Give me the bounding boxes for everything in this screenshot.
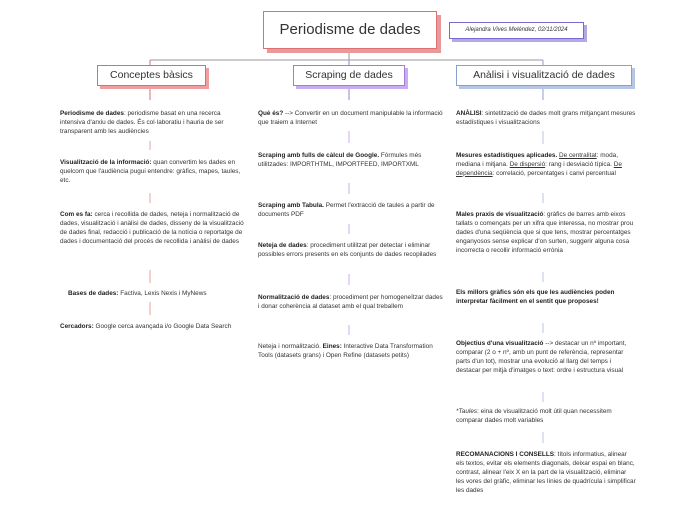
- branch-scraping-de-dades[interactable]: Scraping de dades: [293, 65, 405, 86]
- note-visualitzacio-informacio[interactable]: Visualització de la informació: quan convertim les dades en quelcom que l'audiència pugui entendre: gràfics, mapes, taules, etc.: [60, 159, 241, 184]
- central-topic[interactable]: [263, 11, 437, 49]
- note-periodisme-de-dades[interactable]: Periodisme de dades: periodisme basat en una recerca intensiva d'arxiu de dades. És col·laboratiu i hauria de ser transparent amb les audiències: [60, 110, 224, 135]
- note-com-es-fa[interactable]: Com es fa: cerca i recollida de dades, neteja i normalització de dades, visualització i anàlisi de dades, disseny de la visualització de dades final, redacció i publicació de la notícia o reportatge de dades i documentació del procés de recollida i anàlisi de dades: [60, 211, 244, 245]
- central-topic-title: Periodisme de dades: [279, 21, 421, 38]
- note-bases-de-dades[interactable]: Bases de dades: Factiva, Lexis Nexis i MyNews: [68, 290, 207, 297]
- note-scraping-tabula[interactable]: Scraping amb Tabula. Permet l'extracció de taules a partir de documents PDF: [258, 202, 435, 218]
- note-males-praxis[interactable]: Males praxis de visualització: gràfics de barres amb eixos tallats o començats per un xifra que interessa, no mostrar prou dades d'una seqüència que si que tens, mostrar percentatges enganyosos sense explicar d'on surten, suggerir alguna cosa incorrecta o recollir informació errònia: [456, 211, 634, 254]
- branch-analisi-visualitzacio[interactable]: Anàlisi i visualització de dades: [456, 65, 632, 86]
- note-cercadors[interactable]: Cercadors: Google cerca avançada i/o Google Data Search: [60, 323, 232, 330]
- author-note[interactable]: Alejandra Vives Meléndez, 02/11/2024: [449, 22, 584, 39]
- note-millors-grafics[interactable]: Els millors gràfics són els que les audiències poden interpretar fàcilment en el sentit que proposes!: [456, 289, 615, 305]
- note-taules[interactable]: *Taules: eina de visualització molt útil quan necessitem comparar dades molt variables: [456, 408, 612, 424]
- note-recomanacions[interactable]: RECOMANACIONS I CONSELLS: títols informatius, alinear els textos, evitar els elements diagonals, deixar espai en blanc, contrast, alinear l'eix X en la part de la visualització, eliminar les vores del gràfic, eliminar les línies de quadrícula i simplificar les dades: [456, 451, 636, 494]
- note-objectius-visualitzacio[interactable]: Objectius d'una visualització --> destacar un nº important, comparar (2 o + nº, amb un punt de referència, representar parts d'un tot), mostrar una evolució al llarg del temps i destacar per mitjà d'imatges o text: ordre i estructura visual: [456, 340, 627, 374]
- branch-conceptes-basics[interactable]: Conceptes bàsics: [97, 65, 206, 86]
- note-analisi[interactable]: ANÀLISI: sintetització de dades molt grans mitjançant mesures estadístiques i visualitzacions: [456, 110, 636, 126]
- note-neteja-de-dades[interactable]: Neteja de dades: procediment utilitzat per detectar i eliminar possibles errors presents en els conjunts de dades recopilades: [258, 242, 437, 258]
- note-mesures-estadistiques[interactable]: Mesures estadístiques aplicades. De centralitat: moda, mediana i mitjana. De dispersió: rang i desviació típica. De dependència: correlació, percentatges i canvi percentual: [456, 152, 622, 177]
- note-normalitzacio[interactable]: Normalització de dades: procediment per homogeneïtzar dades i donar coherència al dataset amb el qual treballem: [258, 294, 443, 310]
- note-eines[interactable]: Neteja i normalització. Eines: Interactive Data Transformation Tools (datasets grans) i Open Refine (datasets petits): [258, 343, 433, 359]
- note-que-es[interactable]: Què és? --> Convertir en un document manipulable la informació que traiem a Internet: [258, 110, 443, 126]
- note-scraping-google[interactable]: Scraping amb fulls de càlcul de Google. Fòrmules més utilitzades: IMPORTHTML, IMPORTFEED, IMPORTXML: [258, 152, 422, 168]
